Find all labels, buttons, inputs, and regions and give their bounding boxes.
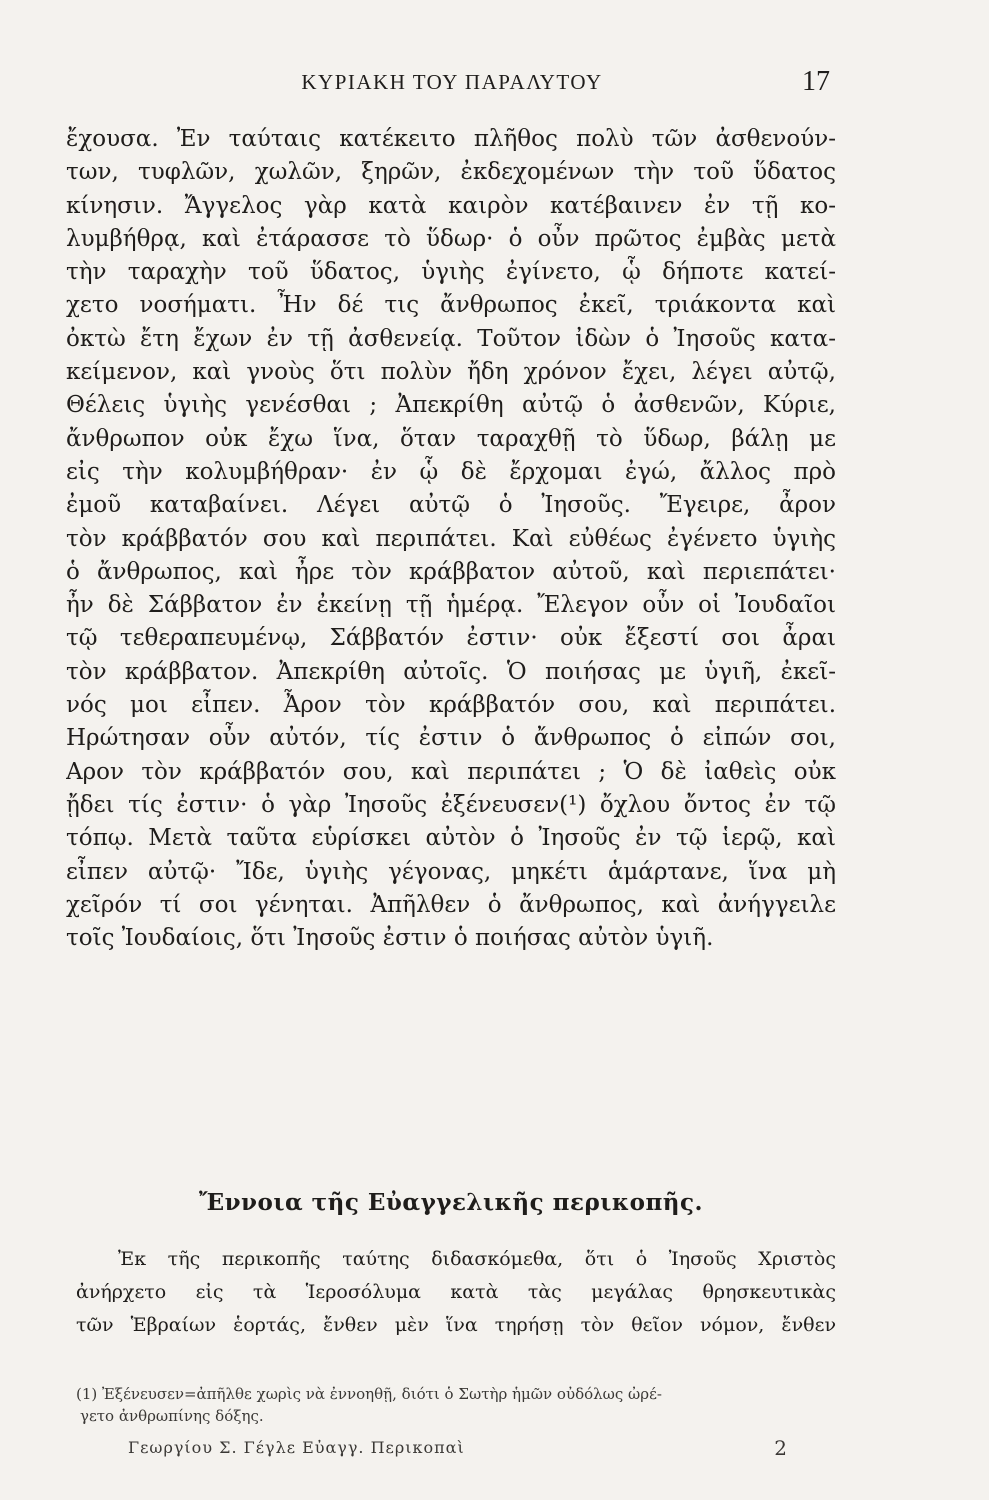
text-line: ὁ ἄνθρωπος, καὶ ἦρε τὸν κράββατον αὐτοῦ, καὶ περιεπάτει· <box>66 558 836 585</box>
section-line: Ἐκ τῆς περικοπῆς ταύτης διδασκόμεθα, ὅτι ὁ Ἰησοῦς Χριστὸς <box>118 1248 836 1270</box>
text-line: κίνησιν. Ἄγγελος γὰρ κατὰ καιρὸν κατέβαινεν ἐν τῇ κο- <box>66 192 836 219</box>
text-line: τοῖς Ἰουδαίοις, ὅτι Ἰησοῦς ἐστιν ὁ ποιήσας αὐτὸν ὑγιῆ. <box>66 925 714 952</box>
footnote-line: (1) Ἐξένευσεν=ἀπῆλθε χωρὶς νὰ ἐννοηθῇ, διότι ὁ Σωτὴρ ἡμῶν οὐδόλως ὠρέ- <box>76 1385 662 1403</box>
text-line: ἄνθρωπον οὐκ ἔχω ἵνα, ὅταν ταραχθῇ τὸ ὕδωρ, βάλῃ με <box>66 425 836 452</box>
text-line: των, τυφλῶν, χωλῶν, ξηρῶν, ἐκδεχομένων τὴν τοῦ ὕδατος <box>66 159 836 186</box>
text-line: ᾔδει τίς ἐστιν· ὁ γὰρ Ἰησοῦς ἐξένευσεν(¹) ὄχλου ὄντος ἐν τῷ <box>66 791 836 818</box>
signature-number: 2 <box>774 1436 788 1460</box>
text-line: ὀκτὼ ἔτη ἔχων ἐν τῇ ἀσθενείᾳ. Τοῦτον ἰδὼν ὁ Ἰησοῦς κατα- <box>66 325 836 352</box>
text-line: χετο νοσήματι. Ἦν δέ τις ἄνθρωπος ἐκεῖ, τριάκοντα καὶ <box>66 292 836 319</box>
section-line: ἀνήρχετο εἰς τὰ Ἱεροσόλυμα κατὰ τὰς μεγάλας θρησκευτικὰς <box>76 1281 836 1303</box>
running-title: ΚΥΡΙΑΚΗ ΤΟΥ ΠΑΡΑΛΥΤΟΥ <box>301 70 603 94</box>
text-line: ἐμοῦ καταβαίνει. Λέγει αὐτῷ ὁ Ἰησοῦς. Ἔγειρε, ἆρον <box>66 492 836 519</box>
text-line: Αρον τὸν κράββατόν σου, καὶ περιπάτει ; Ὁ δὲ ἰαθεὶς οὐκ <box>66 758 836 785</box>
section-line: τῶν Ἑβραίων ἑορτάς, ἔνθεν μὲν ἵνα τηρήσῃ τὸν θεῖον νόμον, ἔνθεν <box>76 1314 836 1336</box>
running-head <box>68 66 836 106</box>
text-line: τῷ τεθεραπευμένῳ, Σάββατόν ἐστιν· οὐκ ἔξεστί σοι ἆραι <box>66 625 836 652</box>
text-line: εἰς τὴν κολυμβήθραν· ἐν ᾧ δὲ ἔρχομαι ἐγώ, ἄλλος πρὸ <box>66 458 836 485</box>
text-line: τὸν κράββατόν σου καὶ περιπάτει. Καὶ εὐθέως ἐγένετο ὑγιὴς <box>66 525 836 552</box>
text-line: τόπῳ. Μετὰ ταῦτα εὑρίσκει αὐτὸν ὁ Ἰησοῦς ἐν τῷ ἱερῷ, καὶ <box>66 825 836 852</box>
text-line: εἶπεν αὐτῷ· Ἴδε, ὑγιὴς γέγονας, μηκέτι ἁμάρτανε, ἵνα μὴ <box>66 858 836 885</box>
text-line: χεῖρόν τί σοι γένηται. Ἀπῆλθεν ὁ ἄνθρωπος, καὶ ἀνήγγειλε <box>66 891 836 918</box>
section-text <box>76 1243 836 1342</box>
text-line: ἦν δὲ Σάββατον ἐν ἐκείνῃ τῇ ἡμέρᾳ. Ἔλεγον οὖν οἱ Ἰουδαῖοι <box>66 592 836 619</box>
printer-signature <box>128 1438 788 1468</box>
text-line: κείμενον, καὶ γνοὺς ὅτι πολὺν ἤδη χρόνον ἔχει, λέγει αὐτῷ, <box>66 359 836 386</box>
text-line: τὴν ταραχὴν τοῦ ὕδατος, ὑγιὴς ἐγίνετο, ᾧ δήποτε κατεί- <box>66 259 836 286</box>
text-line: λυμβήθρᾳ, καὶ ἐτάρασσε τὸ ὕδωρ· ὁ οὖν πρῶτος ἐμβὰς μετὰ <box>66 225 836 252</box>
footnote-line: γετο ἀνθρωπίνης δόξης. <box>80 1407 264 1425</box>
footnote <box>76 1383 836 1427</box>
gospel-text <box>66 123 836 955</box>
page-number: 17 <box>802 66 830 97</box>
text-line: ἔχουσα. Ἐν ταύταις κατέκειτο πλῆθος πολὺ τῶν ἀσθενούν- <box>66 126 836 152</box>
text-line: νός μοι εἶπεν. Ἆρον τὸν κράββατόν σου, καὶ περιπάτει. <box>66 692 836 719</box>
section-heading: Ἔννοια τῆς Εὐαγγελικῆς περικοπῆς. <box>198 1189 704 1216</box>
text-line: Θέλεις ὑγιὴς γενέσθαι ; Ἀπεκρίθη αὐτῷ ὁ ἀσθενῶν, Κύριε, <box>66 392 836 419</box>
signature-text: Γεωργίου Σ. Γέγλε Εὐαγγ. Περικοπαὶ <box>128 1438 465 1457</box>
text-line: τὸν κράββατον. Ἀπεκρίθη αὐτοῖς. Ὁ ποιήσας με ὑγιῆ, ἐκεῖ- <box>66 658 836 685</box>
text-line: Ηρώτησαν οὖν αὐτόν, τίς ἐστιν ὁ ἄνθρωπος ὁ εἰπών σοι, <box>66 725 836 752</box>
